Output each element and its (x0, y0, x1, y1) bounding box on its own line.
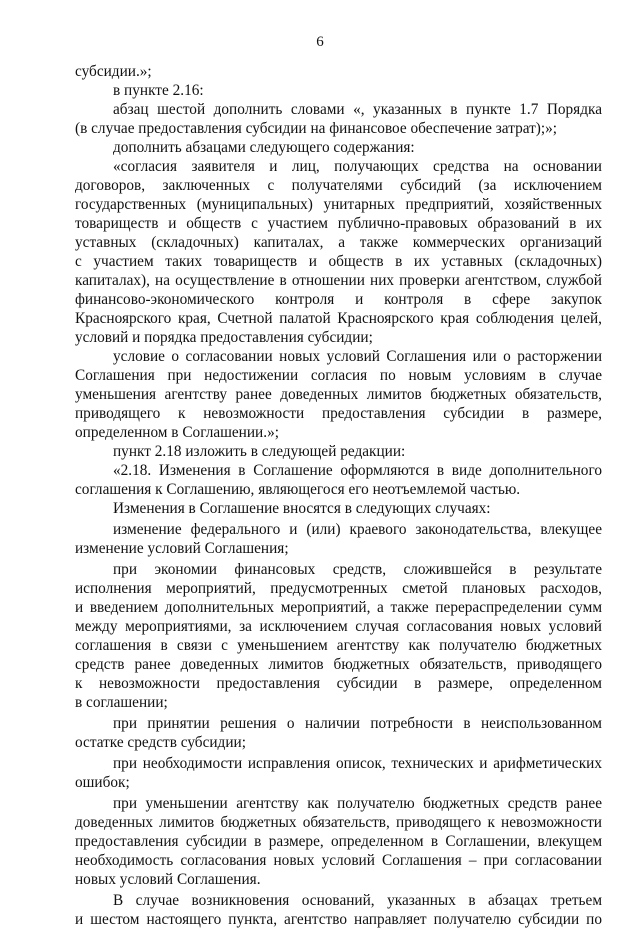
text-line: приводящего к невозможности предоставления субсидии в размере, (75, 405, 602, 422)
text-line: дополнить абзацами следующего содержания: (113, 139, 415, 156)
text-line: исполнения мероприятий, предусмотренных сметой плановых расходов, (75, 580, 602, 597)
text-line: «согласия заявителя и лиц, получающих средства на основании (113, 158, 602, 175)
text-line: изменение федерального и (или) краевого законодательства, влекущее (113, 521, 602, 538)
text-line: при необходимости исправления описок, технических и арифметических (113, 755, 602, 772)
text-line: предоставления субсидии в размере, определенном в Соглашении, влекущем (75, 833, 602, 850)
text-line: соглашения к Соглашению, являющегося его неотъемлемой частью. (75, 481, 521, 498)
text-line: и введением дополнительных мероприятий, а также перераспределении сумм (75, 599, 602, 616)
text-line: новых условий Соглашения. (75, 871, 261, 888)
text-line: Красноярского края, Счетной палатой Красноярского края соблюдения целей, (75, 310, 602, 327)
text-line: финансово-экономического контроля и контроля в сфере закупок (75, 291, 602, 308)
text-line: Изменения в Соглашение вносятся в следующих случаях: (113, 500, 491, 517)
text-line: при уменьшении агентству как получателю бюджетных средств ранее (113, 795, 602, 812)
text-line: доведенных лимитов бюджетных обязательств, приводящего к невозможности (75, 814, 602, 831)
text-line: остатке средств субсидии; (75, 734, 246, 751)
text-line: и шестом настоящего пункта, агентство направляет получателю субсидии по (75, 911, 602, 928)
text-line: средств ранее доведенных лимитов бюджетных обязательств, приводящего (75, 656, 602, 673)
text-line: государственных (муниципальных) унитарных предприятий, хозяйственных (75, 196, 602, 213)
text-line: абзац шестой дополнить словами «, указанных в пункте 1.7 Порядка (113, 101, 602, 118)
text-line: с участием таких товариществ и обществ в их уставных (складочных) (75, 253, 602, 270)
text-line: (в случае предоставления субсидии на финансовое обеспечение затрат);»; (75, 120, 558, 137)
text-line: в пункте 2.16: (113, 82, 204, 99)
text-line: «2.18. Изменения в Соглашение оформляются в виде дополнительного (113, 462, 602, 479)
text-line: товариществ и обществ с участием публично-правовых образований в их (75, 215, 602, 232)
text-line: условий и порядка предоставления субсидии; (75, 329, 373, 346)
text-line: уставных (складочных) капиталах, а также коммерческих организаций (75, 234, 602, 251)
text-line: Соглашения при недостижении согласия по новым условиям в случае (75, 367, 602, 384)
text-line: пункт 2.18 изложить в следующей редакции: (113, 443, 406, 460)
text-line: между мероприятиями, за исключением случая согласования новых условий (75, 618, 602, 635)
page-number: 6 (316, 34, 324, 50)
text-line: в соглашении; (75, 694, 168, 711)
text-line: В случае возникновения оснований, указанных в абзацах третьем (113, 892, 602, 909)
text-line: договоров, заключенных с получателями субсидий (за исключением (75, 177, 602, 194)
text-line: при принятии решения о наличии потребности в неиспользованном (113, 715, 602, 732)
text-line: уменьшения агентству ранее доведенных лимитов бюджетных обязательств, (75, 386, 602, 403)
text-line: условие о согласовании новых условий Соглашения или о расторжении (113, 348, 602, 365)
text-line: к невозможности предоставления субсидии в размере, определенном (75, 675, 602, 692)
text-line: определенном в Соглашении.»; (75, 424, 279, 441)
text-line: капиталах), на осуществление в отношении них проверки агентством, службой (75, 272, 602, 289)
text-line: необходимость согласования новых условий Соглашения – при согласовании (75, 852, 602, 869)
document-body (75, 62, 602, 929)
text-line: при экономии финансовых средств, сложившейся в результате (113, 561, 602, 578)
text-line: изменение условий Соглашения; (75, 540, 289, 557)
text-line: соглашения в связи с уменьшением агентству как получателю бюджетных (75, 637, 602, 654)
text-line: субсидии.»; (75, 63, 152, 80)
text-line: ошибок; (75, 774, 130, 791)
